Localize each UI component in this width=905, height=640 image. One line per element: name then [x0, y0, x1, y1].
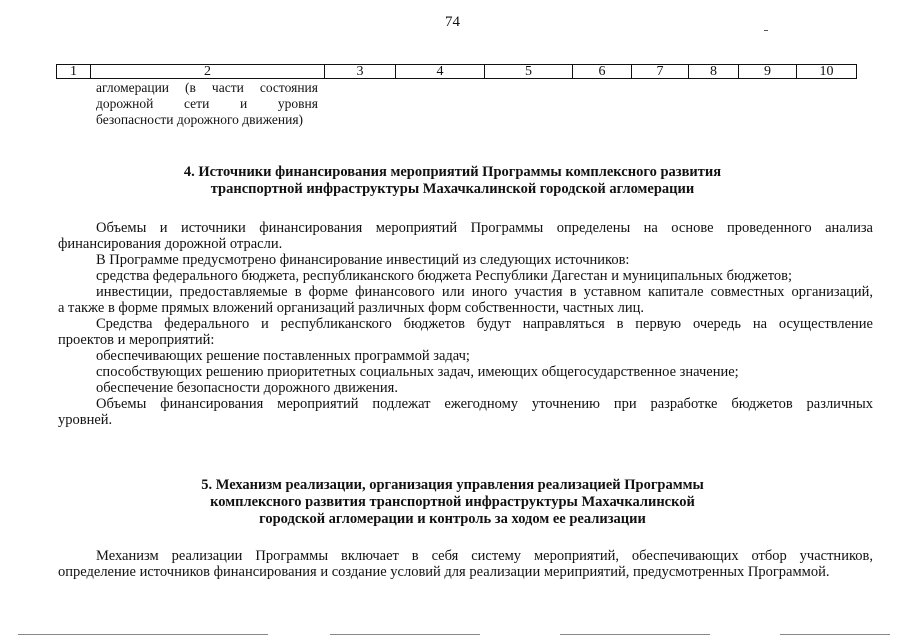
column-header-cell: 3 [325, 65, 396, 79]
heading-line: транспортной инфраструктуры Махачкалинской городской агломерации [210, 181, 695, 197]
heading-line: 4. Источники финансирования мероприятий Программы комплексного развития [183, 164, 722, 180]
paragraph-line: проектов и мероприятий: [58, 332, 215, 348]
section-5-heading [0, 477, 905, 528]
section-4-body [58, 220, 873, 428]
footer-rule [330, 634, 480, 635]
paragraph-line: Объемы финансирования мероприятий подлежат ежегодному уточнению при разработке бюджетов различных [96, 396, 873, 412]
heading-line: городской агломерации и контроль за ходом ее реализации [259, 511, 646, 527]
cell-text-line: дорожной сети и уровня [96, 96, 318, 111]
paragraph-line: финансирования дорожной отрасли. [58, 236, 283, 252]
page-number: 74 [445, 14, 460, 30]
paragraph-line: Механизм реализации Программы включает в себя систему мероприятий, обеспечивающих отбор участников, [96, 548, 873, 564]
column-header-cell: 2 [91, 65, 325, 79]
column-header-cell: 10 [797, 65, 857, 79]
paragraph-line: Средства федерального и республиканского бюджетов будут направляться в первую очередь на осуществление [96, 316, 873, 332]
column-header-cell: 9 [739, 65, 797, 79]
scan-mark [764, 30, 768, 31]
footer-rule [560, 634, 710, 635]
column-header-cell: 8 [689, 65, 739, 79]
paragraph-line: инвестиции, предоставляемые в форме финансового или иного участия в уставном капитале совместных организаций, [96, 284, 873, 300]
cell-text-line: безопасности дорожного движения) [96, 112, 304, 127]
column-header-cell: 6 [573, 65, 632, 79]
paragraph-line: В Программе предусмотрено финансирование инвестиций из следующих источников: [96, 252, 630, 268]
column-header-cell: 7 [632, 65, 689, 79]
heading-line: 5. Механизм реализации, организация управления реализацией Программы [201, 477, 704, 493]
footer-rule [780, 634, 890, 635]
column-header-cell: 4 [396, 65, 485, 79]
section-5-body [58, 548, 873, 580]
paragraph-line: средства федерального бюджета, республиканского бюджета Республики Дагестан и муниципальных бюджетов; [96, 268, 792, 284]
column-header-cell: 1 [57, 65, 91, 79]
paragraph-line: определение источников финансирования и создание условий для реализации мериприятий, предусмотренных Программой. [58, 564, 830, 580]
table-column-header-row [56, 64, 857, 79]
paragraph-line: уровней. [58, 412, 113, 428]
paragraph-line: обеспечение безопасности дорожного движения. [96, 380, 398, 396]
paragraph-line: обеспечивающих решение поставленных программой задач; [96, 348, 470, 364]
section-4-heading [0, 164, 905, 198]
column-header-cell: 5 [485, 65, 573, 79]
heading-line: комплексного развития транспортной инфраструктуры Махачкалинской [210, 494, 695, 510]
paragraph-line: способствующих решению приоритетных социальных задач, имеющих общегосударственное значение; [96, 364, 739, 380]
paragraph-line: Объемы и источники финансирования мероприятий Программы определены на основе проведенного анализа [96, 220, 873, 236]
cell-text-line: агломерации (в части состояния [96, 80, 318, 95]
table-continued-cell [96, 80, 318, 128]
paragraph-line: а также в форме прямых вложений организаций различных форм собственности, частных лиц. [58, 300, 644, 316]
footer-rule [18, 634, 268, 635]
